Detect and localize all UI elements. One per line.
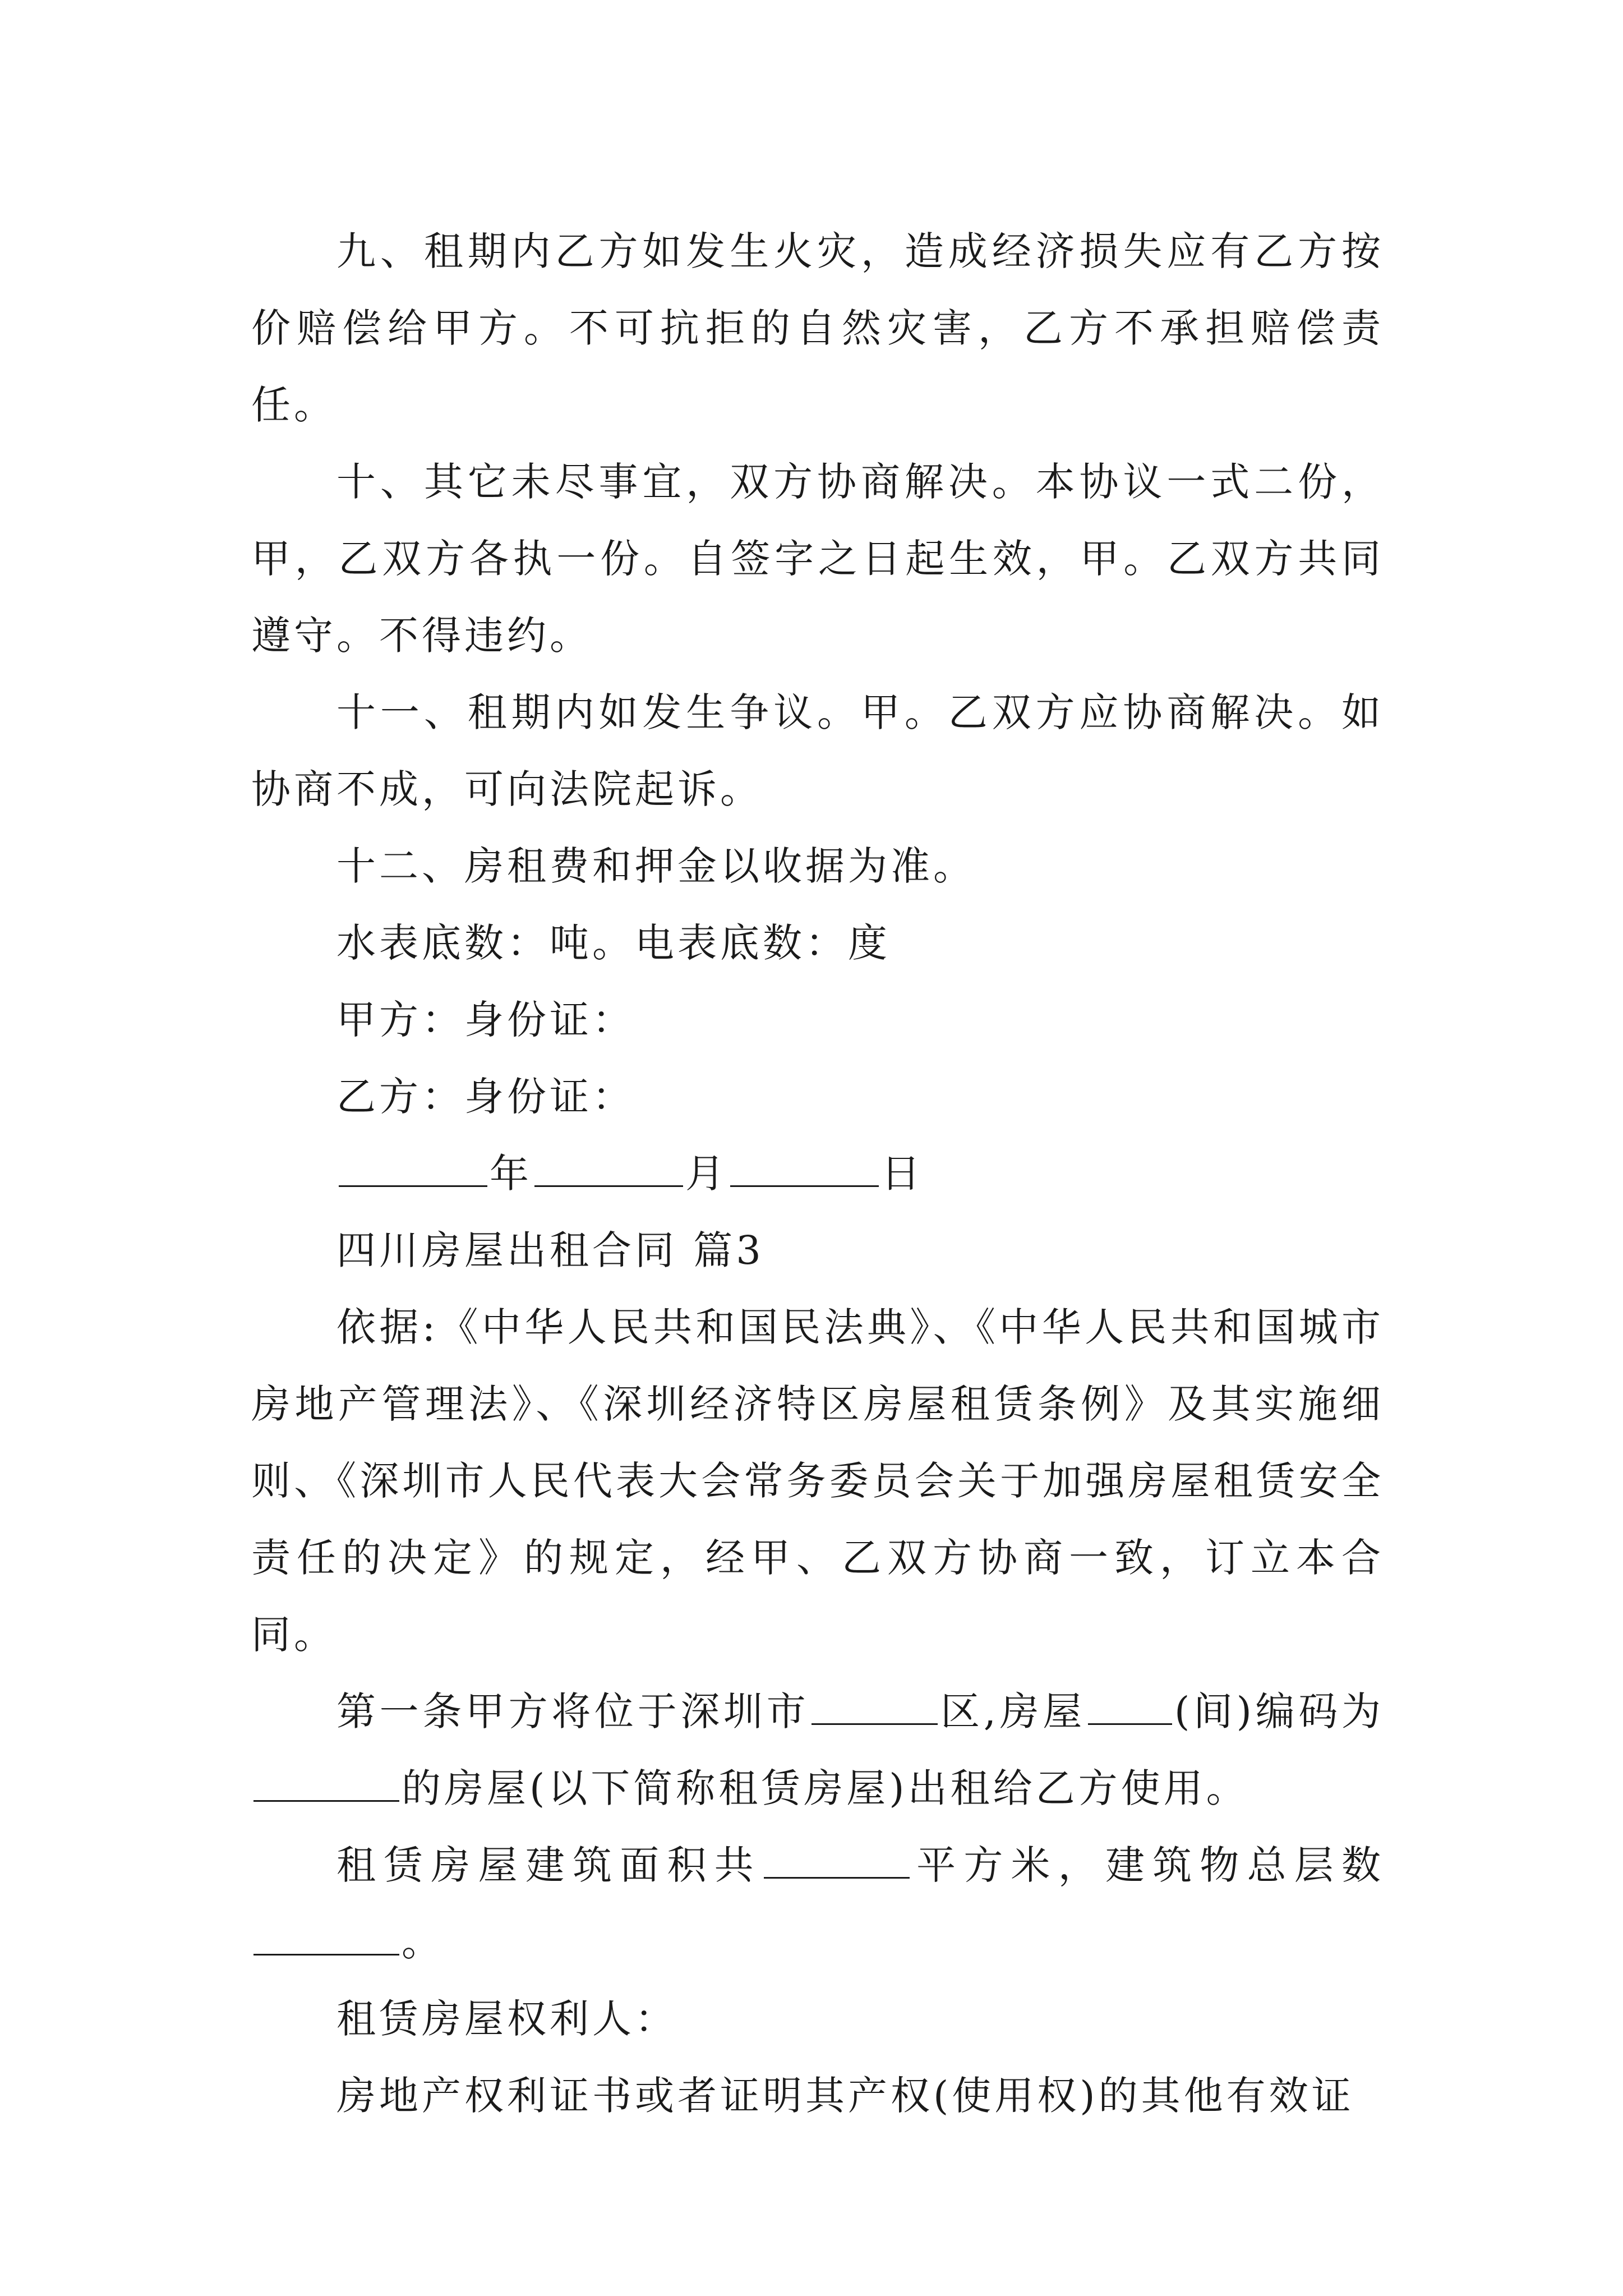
date-month-label: 月	[685, 1151, 728, 1197]
article-1-text-2: 区,房屋	[940, 1688, 1086, 1734]
paragraph-article-12: 十二、房租费和押金以收据为准。	[336, 843, 976, 889]
district-blank	[811, 1684, 938, 1725]
house-code-blank	[253, 1761, 399, 1802]
meter-readings: 水表底数：吨。电表底数：度	[336, 920, 891, 966]
paragraph-article-9: 九、租期内乙方如发生火灾，造成经济损失应有乙方按价赔偿给甲方。不可抗拒的自然灾害，乙方不承担赔偿责任。	[251, 228, 1384, 428]
signature-date-line	[251, 1135, 1384, 1212]
paragraph-owner: 租赁房屋权利人：	[336, 1996, 677, 2042]
area-text-3: 。	[402, 1919, 444, 1965]
area-text-2: 平方米，建筑物总层数	[911, 1842, 1385, 1888]
article-1-text-4: 的房屋(以下简称租赁房屋)出租给乙方使用。	[402, 1765, 1249, 1811]
year-blank	[339, 1146, 487, 1187]
date-day-label: 日	[881, 1151, 924, 1197]
paragraph-legal-basis: 依据:《中华人民共和国民法典》、《中华人民共和国城市房地产管理法》、《深圳经济特区房屋租赁条例》及其实施细则、《深圳市人民代表大会常务委员会关于加强房屋租赁安全责任的决定》的规定，经甲、乙双方协商一致，订立本合同。	[251, 1304, 1384, 1658]
article-1-text-1: 第一条甲方将位于深圳市	[336, 1688, 810, 1734]
day-blank	[730, 1146, 879, 1187]
area-text-1: 租赁房屋建筑面积共	[336, 1842, 762, 1888]
room-count-blank	[1088, 1684, 1172, 1725]
party-b-line: 乙方：身份证：	[336, 1074, 635, 1120]
date-year-label: 年	[490, 1151, 532, 1197]
paragraph-area	[251, 1827, 1384, 1981]
area-blank	[764, 1838, 910, 1879]
floors-blank	[253, 1915, 399, 1955]
paragraph-article-10: 十、其它未尽事宜，双方协商解决。本协议一式二份，甲，乙双方各执一份。自签字之日起生效，甲。乙双方共同遵守。不得违约。	[251, 459, 1384, 659]
paragraph-certificate: 房地产权利证书或者证明其产权(使用权)的其他有效证	[336, 2073, 1354, 2119]
document-body	[251, 213, 1384, 2134]
paragraph-article-1	[251, 1673, 1384, 1827]
paragraph-article-11: 十一、租期内如发生争议。甲。乙双方应协商解决。如协商不成，可向法院起诉。	[251, 689, 1384, 812]
month-blank	[534, 1146, 683, 1187]
article-1-text-3: (间)编码为	[1174, 1688, 1384, 1734]
section-title: 四川房屋出租合同 篇3	[336, 1227, 764, 1273]
party-a-line: 甲方：身份证：	[336, 997, 635, 1043]
